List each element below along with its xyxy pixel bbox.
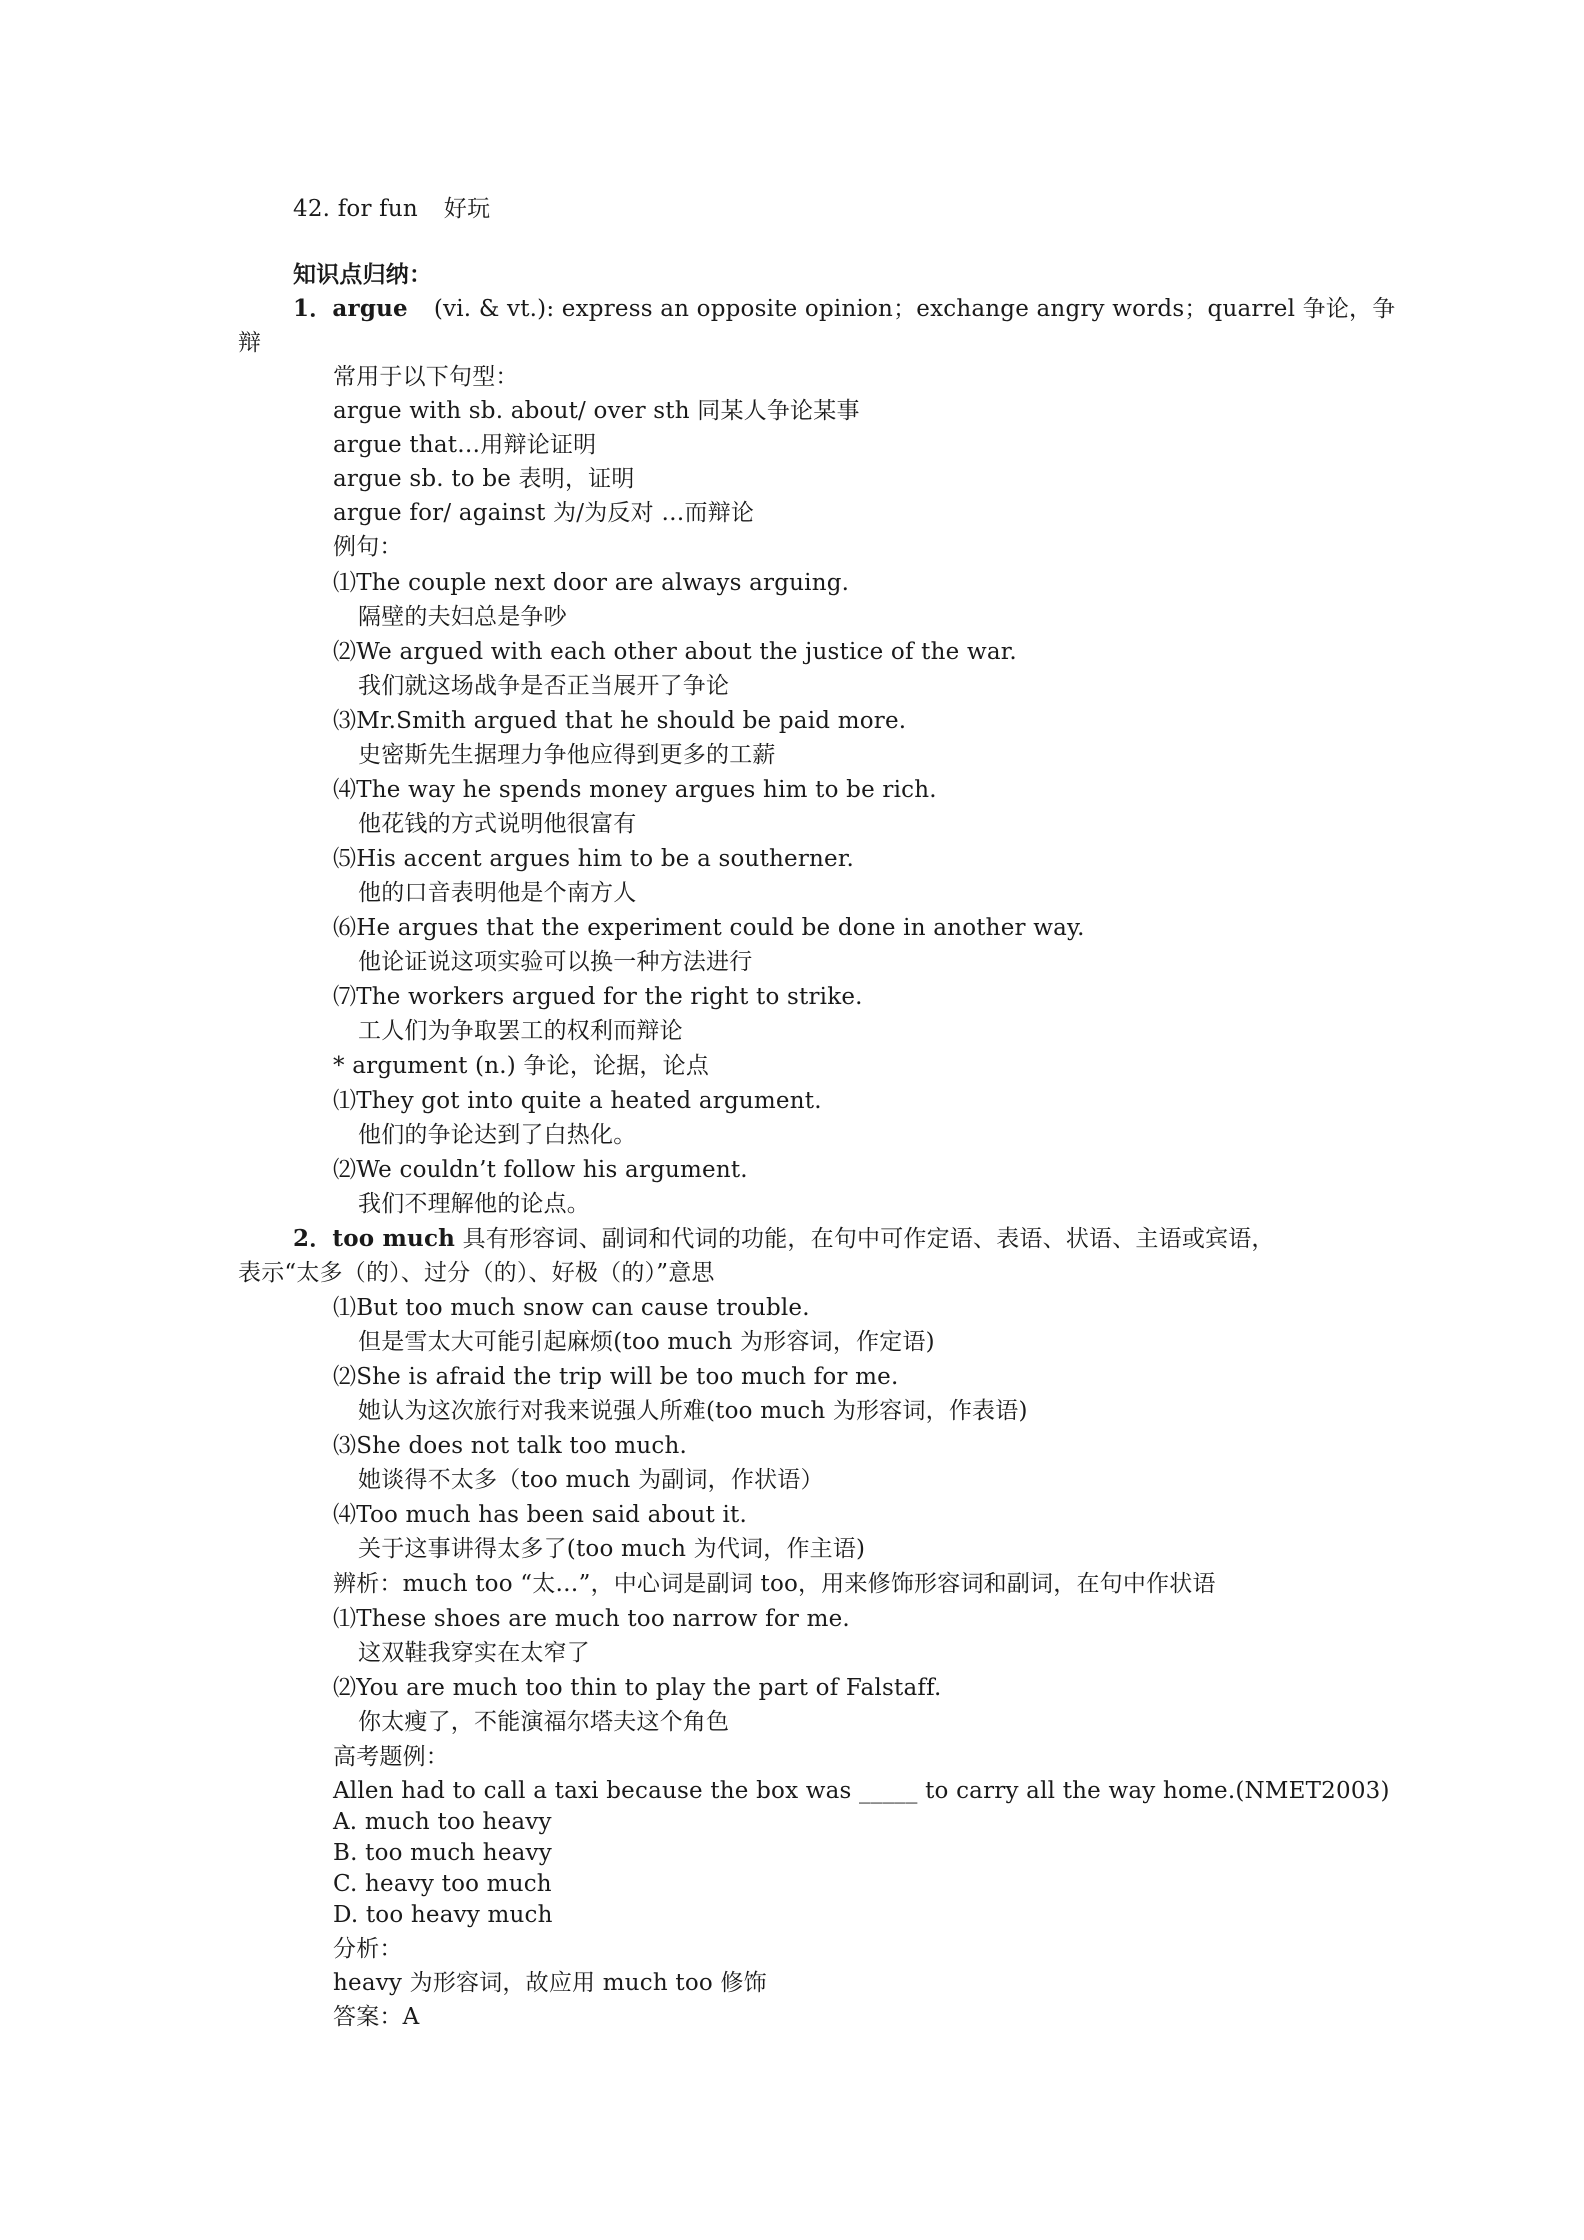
pattern-line: argue for/ against 为/为反对 …而辩论 bbox=[333, 500, 755, 526]
example-zh: 我们不理解他的论点。 bbox=[358, 1191, 590, 1217]
pattern-line: argue with sb. about/ over sth 同某人争论某事 bbox=[333, 398, 860, 424]
example-en: ⑵We argued with each other about the justice of the war. bbox=[333, 639, 1017, 665]
item2-heading bbox=[293, 1224, 1275, 1254]
item1-definition-cont: 辩 bbox=[238, 330, 262, 356]
example-zh: 关于这事讲得太多了(too much 为代词，作主语) bbox=[358, 1536, 866, 1562]
item1-definition: (vi. & vt.): express an opposite opinion；exchange angry words；quarrel 争论，争 bbox=[433, 296, 1396, 322]
item1-number: 1． bbox=[293, 295, 333, 322]
example-en: ⑵We couldn’t follow his argument. bbox=[333, 1157, 748, 1183]
example-en: ⑷The way he spends money argues him to be rich. bbox=[333, 777, 937, 803]
item2-description-cont: 表示“太多（的）、过分（的）、好极（的）”意思 bbox=[238, 1260, 715, 1286]
item1-heading bbox=[293, 294, 1395, 324]
example-en: ⑶Mr.Smith argued that he should be paid more. bbox=[333, 708, 907, 734]
item-42-en: 42. for fun bbox=[293, 196, 418, 222]
exam-option: B. too much heavy bbox=[333, 1840, 552, 1866]
example-zh: 她谈得不太多（too much 为副词，作状语） bbox=[358, 1467, 824, 1493]
example-zh: 工人们为争取罢工的权利而辩论 bbox=[358, 1018, 683, 1044]
item2-number: 2． bbox=[293, 1225, 333, 1252]
distinction-line: 辨析：much too “太…”，中心词是副词 too，用来修饰形容词和副词，在句中作状语 bbox=[333, 1571, 1216, 1597]
example-en: ⑶She does not talk too much. bbox=[333, 1433, 688, 1459]
example-zh: 他们的争论达到了白热化。 bbox=[358, 1122, 637, 1148]
patterns-title: 常用于以下句型： bbox=[333, 364, 519, 390]
example-zh: 史密斯先生据理力争他应得到更多的工薪 bbox=[358, 742, 776, 768]
example-zh: 你太瘦了，不能演福尔塔夫这个角色 bbox=[358, 1709, 730, 1735]
analysis-title: 分析： bbox=[333, 1936, 403, 1962]
example-zh: 他论证说这项实验可以换一种方法进行 bbox=[358, 949, 753, 975]
item-42 bbox=[293, 194, 490, 224]
item2-word: too much bbox=[332, 1225, 456, 1252]
example-en: ⑸His accent argues him to be a southerner. bbox=[333, 846, 855, 872]
item-42-zh: 好玩 bbox=[443, 196, 491, 222]
example-en: ⑴The couple next door are always arguing. bbox=[333, 570, 850, 596]
example-en: ⑵She is afraid the trip will be too much for me. bbox=[333, 1364, 899, 1390]
example-zh: 但是雪太大可能引起麻烦(too much 为形容词，作定语) bbox=[358, 1329, 935, 1355]
argument-line: * argument (n.) 争论，论据，论点 bbox=[333, 1053, 710, 1079]
example-zh: 我们就这场战争是否正当展开了争论 bbox=[358, 673, 730, 699]
exam-question: Allen had to call a taxi because the box was _____ to carry all the way home.(NMET2003) bbox=[333, 1778, 1390, 1804]
item1-word: argue bbox=[332, 295, 408, 322]
pattern-line: argue sb. to be 表明，证明 bbox=[333, 466, 635, 492]
example-en: ⑵You are much too thin to play the part of Falstaff. bbox=[333, 1675, 942, 1701]
example-zh: 他花钱的方式说明他很富有 bbox=[358, 811, 637, 837]
exam-option: A. much too heavy bbox=[333, 1809, 552, 1835]
example-zh: 他的口音表明他是个南方人 bbox=[358, 880, 637, 906]
example-en: ⑺The workers argued for the right to strike. bbox=[333, 984, 863, 1010]
section-title: 知识点归纳： bbox=[293, 261, 433, 288]
example-en: ⑴But too much snow can cause trouble. bbox=[333, 1295, 810, 1321]
example-zh: 隔壁的夫妇总是争吵 bbox=[358, 604, 567, 630]
exam-option: C. heavy too much bbox=[333, 1871, 552, 1897]
item2-description: 具有形容词、副词和代词的功能，在句中可作定语、表语、状语、主语或宾语， bbox=[455, 1226, 1275, 1252]
example-en: ⑷Too much has been said about it. bbox=[333, 1502, 747, 1528]
example-zh: 这双鞋我穿实在太窄了 bbox=[358, 1640, 590, 1666]
example-zh: 她认为这次旅行对我来说强人所难(too much 为形容词，作表语) bbox=[358, 1398, 1028, 1424]
examples-title: 例句： bbox=[333, 534, 403, 560]
answer-text: 答案：A bbox=[333, 2004, 420, 2030]
pattern-line: argue that…用辩论证明 bbox=[333, 432, 597, 458]
exam-title: 高考题例： bbox=[333, 1744, 449, 1770]
exam-option: D. too heavy much bbox=[333, 1902, 553, 1928]
example-en: ⑴They got into quite a heated argument. bbox=[333, 1088, 822, 1114]
example-en: ⑹He argues that the experiment could be done in another way. bbox=[333, 915, 1085, 941]
example-en: ⑴These shoes are much too narrow for me. bbox=[333, 1606, 850, 1632]
analysis-text: heavy 为形容词，故应用 much too 修饰 bbox=[333, 1970, 767, 1996]
